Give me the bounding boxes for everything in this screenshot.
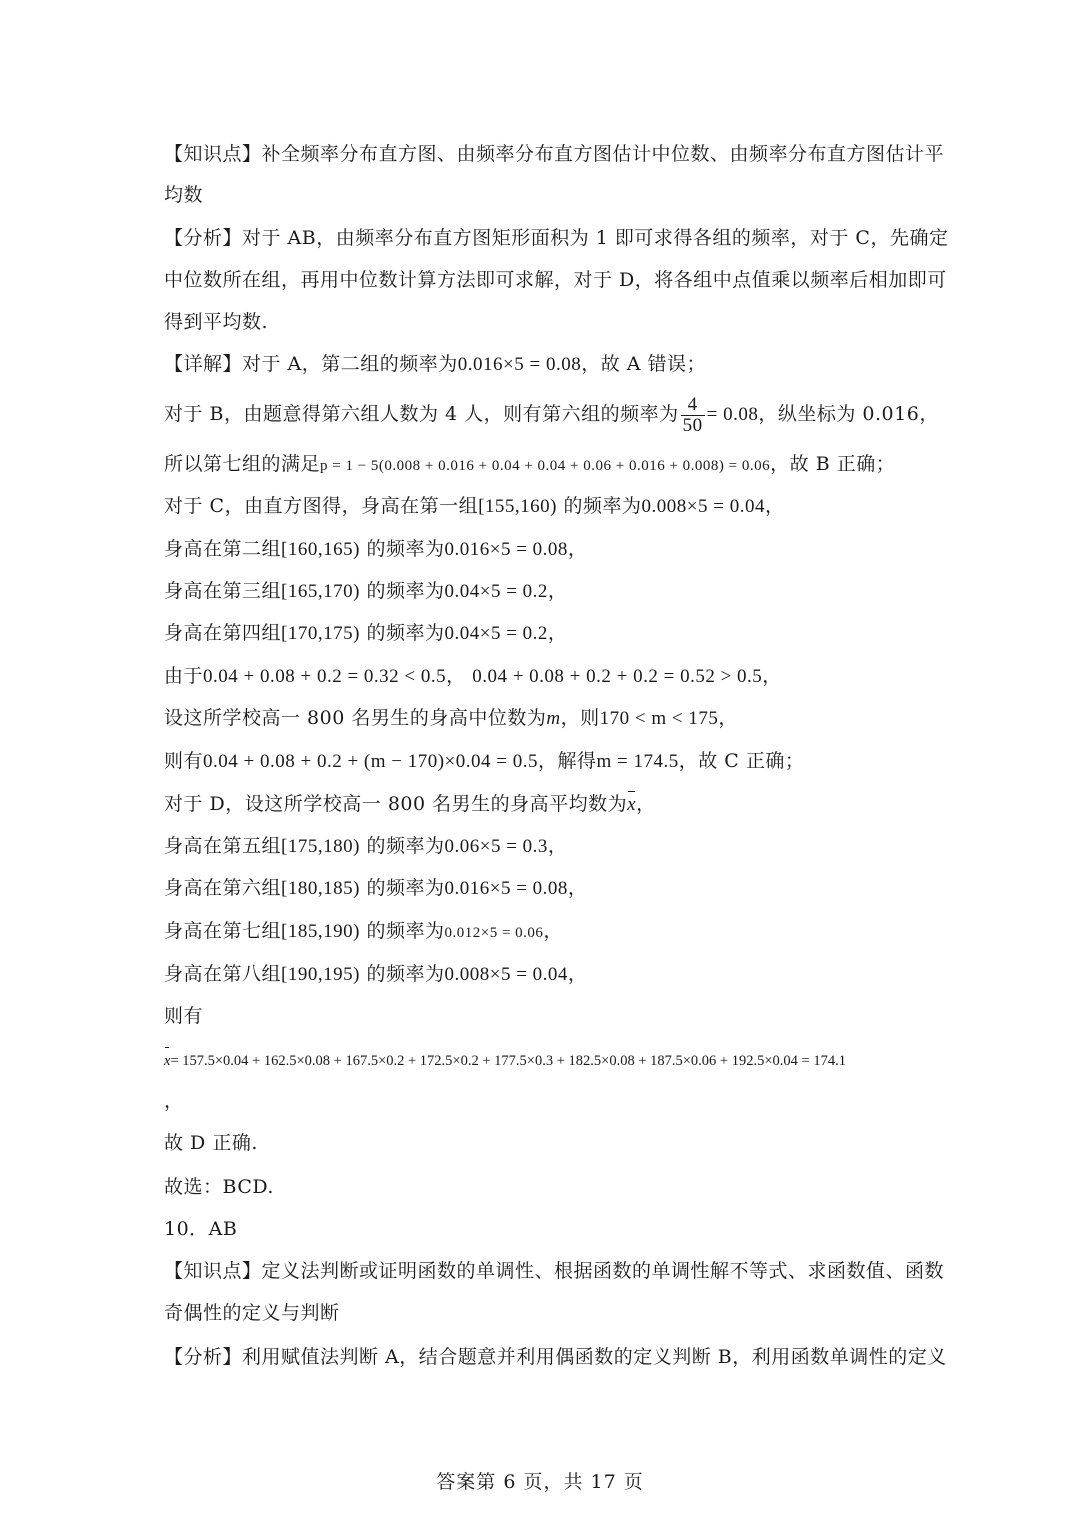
detail-line-b xyxy=(164,392,939,437)
formula: 170 < m < 175 xyxy=(599,708,719,729)
group-8-line xyxy=(164,962,587,987)
text: ，则 xyxy=(560,707,600,729)
text: 身高在第五组 xyxy=(164,835,282,857)
text: 的频率为 xyxy=(366,835,445,857)
detail-line-a xyxy=(164,352,706,377)
text: ， xyxy=(567,963,588,985)
knowledge-point-2: 【知识点】定义法判断或证明函数的单调性、根据函数的单调性解不等式、求函数值、函数 xyxy=(164,1260,945,1282)
detail-line-c xyxy=(164,494,785,519)
interval: [185,190) xyxy=(281,921,360,942)
text: ， xyxy=(762,665,782,687)
formula: 0.04 + 0.08 + 0.2 + (m − 170)×0.04 = 0.5 xyxy=(203,751,538,772)
group-4-line xyxy=(164,621,567,646)
text: ， xyxy=(547,580,568,602)
mean-symbol: x xyxy=(164,1049,170,1073)
formula: 0.012×5 = 0.06 xyxy=(444,925,544,941)
formula: m = 174.5 xyxy=(596,751,679,772)
group-5-line xyxy=(164,834,567,859)
analysis-1-cont: 中位数所在组，再用中位数计算方法即可求解，对于 D，将各组中点值乘以频率后相加即可 xyxy=(164,269,947,291)
text: 设这所学校高一 800 名男生的身高中位数为 xyxy=(164,707,547,729)
mean-formula-line xyxy=(164,1049,846,1073)
group-2-line xyxy=(164,537,587,562)
formula: = 0.08 xyxy=(706,404,759,425)
text: ，故 B 正确； xyxy=(770,453,896,475)
formula: 0.016×5 = 0.08 xyxy=(444,878,568,899)
detail-line-b2 xyxy=(164,452,895,478)
formula: 0.016×5 = 0.08 xyxy=(457,354,582,375)
text: ，解得 xyxy=(538,750,597,772)
text: ， xyxy=(547,835,568,857)
text: 的频率为 xyxy=(366,580,445,602)
answer-choice-line: 故选：BCD. xyxy=(164,1176,274,1198)
mean-def-line xyxy=(164,792,656,817)
text: ，故 C 正确； xyxy=(678,750,805,772)
formula: 0.04×5 = 0.2 xyxy=(444,623,548,644)
knowledge-point-1: 【知识点】补全频率分布直方图、由频率分布直方图估计中位数、由频率分布直方图估计平 xyxy=(164,143,945,165)
group-7-line xyxy=(164,919,563,945)
knowledge-point-2-cont: 奇偶性的定义与判断 xyxy=(164,1302,340,1324)
text: 的频率为 xyxy=(366,963,445,985)
formula: 0.04 + 0.08 + 0.2 = 0.32 < 0.5 xyxy=(203,666,447,687)
formula: p = 1 − 5(0.008 + 0.016 + 0.04 + 0.04 + 0.06 + 0.016 + 0.008) = 0.06 xyxy=(320,458,771,474)
text: 身高在第二组 xyxy=(164,538,282,560)
text: 身高在第三组 xyxy=(164,580,282,602)
text: 对于 D，设这所学校高一 800 名男生的身高平均数为 xyxy=(164,793,628,815)
text: 则有 xyxy=(164,750,204,772)
analysis-1: 【分析】对于 AB，由频率分布直方图矩形面积为 1 即可求得各组的频率，对于 C，先确定 xyxy=(164,227,949,249)
text: ， xyxy=(547,622,568,644)
text: ， xyxy=(543,920,563,942)
fraction-denominator: 50 xyxy=(682,414,703,436)
text: 的频率为 xyxy=(366,622,445,644)
text: 的频率为 xyxy=(563,495,642,517)
text: ，纵坐标为 0.016， xyxy=(758,403,939,425)
then-line: 则有 xyxy=(164,1005,204,1027)
interval: [155,160) xyxy=(478,496,557,517)
comma-line: ， xyxy=(164,1090,184,1112)
interval: [190,195) xyxy=(281,964,360,985)
fraction xyxy=(681,395,705,436)
text: 【详解】对于 A，第二组的频率为 xyxy=(164,353,458,375)
text: 的频率为 xyxy=(366,920,445,942)
formula: 0.06×5 = 0.3 xyxy=(444,836,548,857)
text: 对于 B，由题意得第六组人数为 4 人，则有第六组的频率为 xyxy=(164,403,679,425)
formula: 0.008×5 = 0.04 xyxy=(641,496,765,517)
analysis-1-cont2: 得到平均数. xyxy=(164,311,269,333)
fraction-numerator: 4 xyxy=(681,395,705,416)
text: ， xyxy=(718,707,738,729)
interval: [165,170) xyxy=(281,581,360,602)
group-3-line xyxy=(164,579,567,604)
median-check-line xyxy=(164,664,782,689)
group-6-line xyxy=(164,876,587,901)
text: ， xyxy=(567,877,588,899)
median-def-line xyxy=(164,706,738,731)
interval: [180,185) xyxy=(281,878,360,899)
interval: [160,165) xyxy=(281,539,360,560)
formula: 0.04×5 = 0.2 xyxy=(444,581,548,602)
formula: = 157.5×0.04 + 162.5×0.08 + 167.5×0.2 + 172.5×0.2 + 177.5×0.3 + 182.5×0.08 + 187.5×0.06 + 192.5×0.04 = 174.1 xyxy=(170,1053,846,1069)
formula: 0.008×5 = 0.04 xyxy=(444,964,568,985)
d-correct-line: 故 D 正确. xyxy=(164,1132,258,1154)
median-solve-line xyxy=(164,749,804,774)
text: 的频率为 xyxy=(366,877,445,899)
interval: [175,180) xyxy=(281,836,360,857)
analysis-2: 【分析】利用赋值法判断 A，结合题意并利用偶函数的定义判断 B，利用函数单调性的定义 xyxy=(164,1346,947,1368)
text: ， xyxy=(636,793,656,815)
interval: [170,175) xyxy=(281,623,360,644)
text: ， xyxy=(567,538,588,560)
question-10-answer: 10．AB xyxy=(164,1218,238,1240)
page-footer: 答案第 6 页，共 17 页 xyxy=(436,1471,644,1493)
text: ， xyxy=(446,665,466,687)
formula: 0.04 + 0.08 + 0.2 + 0.2 = 0.52 > 0.5 xyxy=(472,666,763,687)
formula: 0.016×5 = 0.08 xyxy=(444,539,568,560)
text: ，故 A 错误； xyxy=(581,353,707,375)
variable: m xyxy=(546,708,561,729)
text: 的频率为 xyxy=(366,538,445,560)
text: ， xyxy=(764,495,785,517)
text: 由于 xyxy=(164,665,204,687)
text: 所以第七组的满足 xyxy=(164,453,321,475)
mean-symbol: x xyxy=(627,794,637,815)
text: 身高在第六组 xyxy=(164,877,282,899)
text: 对于 C，由直方图得，身高在第一组 xyxy=(164,495,479,517)
text: 身高在第七组 xyxy=(164,920,282,942)
knowledge-point-1-cont: 均数 xyxy=(164,184,204,206)
text: 身高在第八组 xyxy=(164,963,282,985)
text: 身高在第四组 xyxy=(164,622,282,644)
